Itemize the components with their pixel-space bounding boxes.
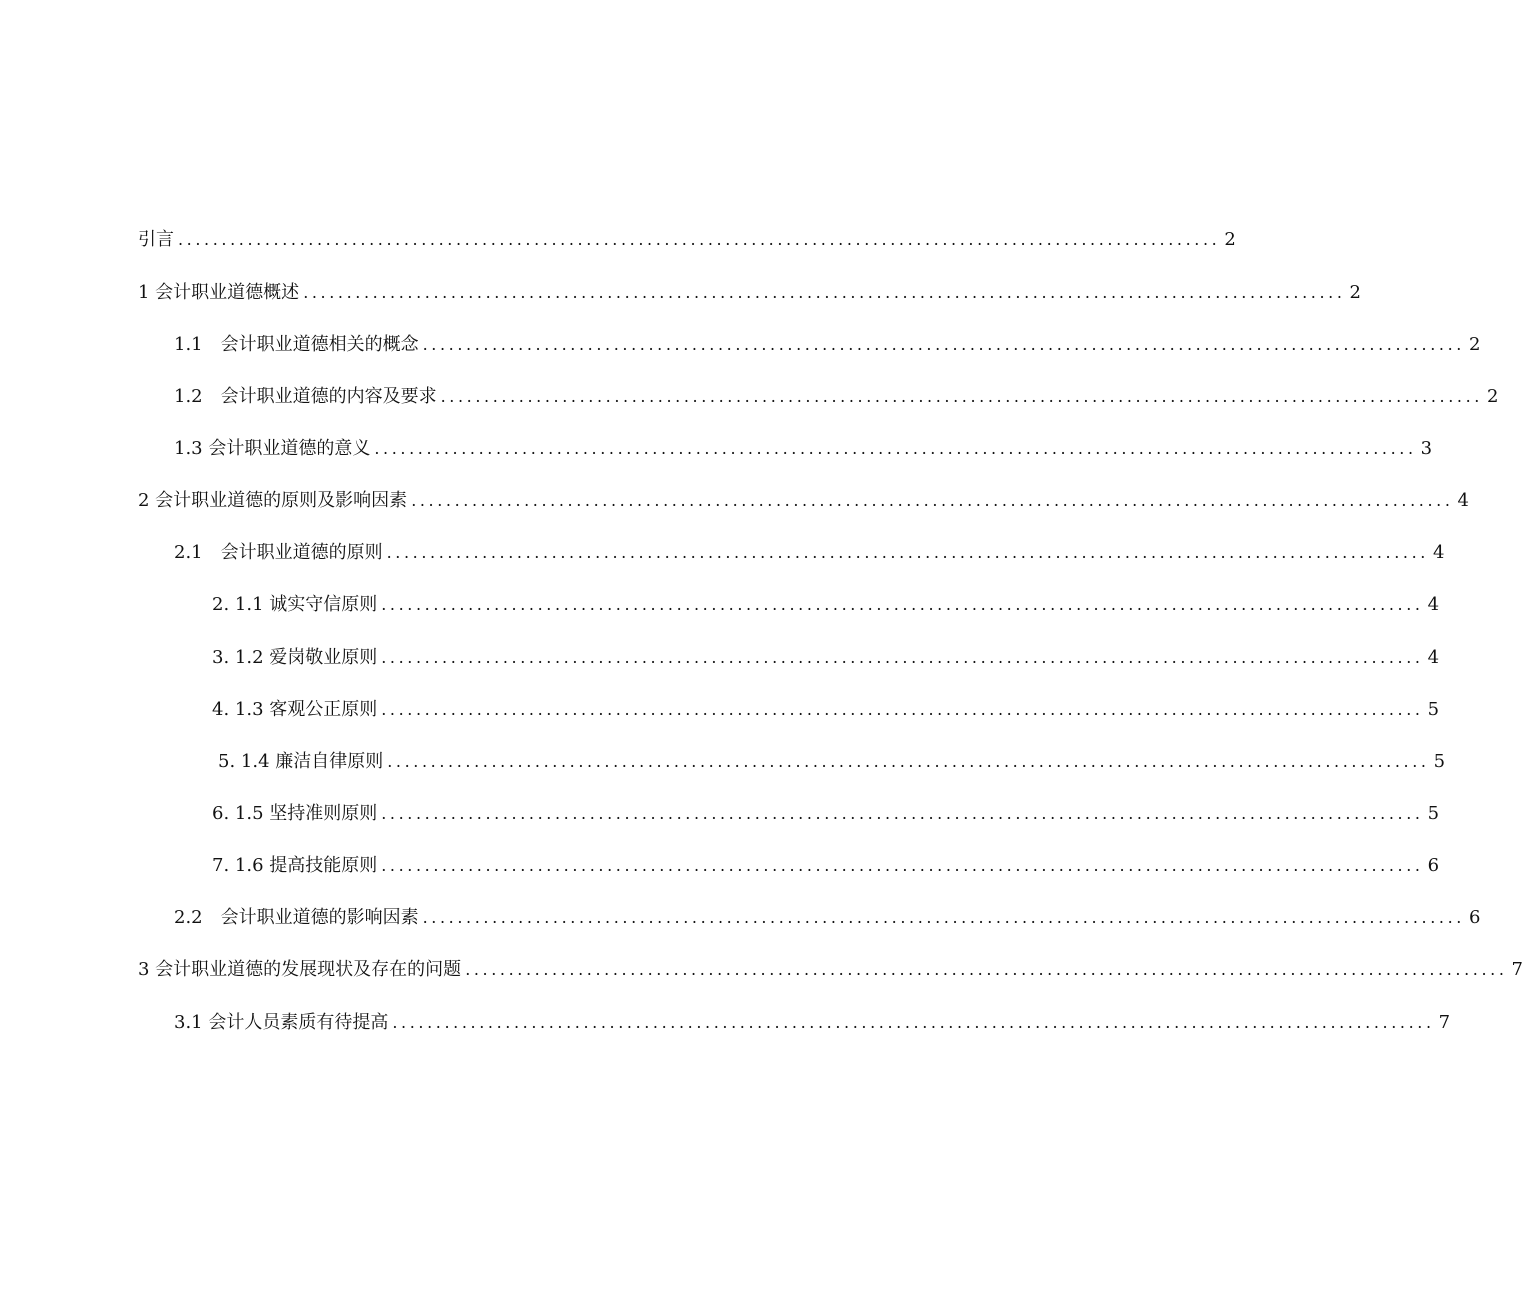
toc-entry-page: 2 <box>1349 282 1361 303</box>
toc-entry-2-2[interactable] <box>174 905 1481 931</box>
toc-entry-2-1-6[interactable] <box>212 853 1440 879</box>
toc-entry-1-3[interactable] <box>174 436 1433 462</box>
toc-entry-page: 5 <box>1427 803 1440 824</box>
toc-entry-title: 3 会计职业道德的发展现状及存在的问题 <box>138 959 462 980</box>
toc-entry-1-2[interactable] <box>174 384 1499 410</box>
toc-entry-page: 6 <box>1427 855 1440 876</box>
toc-entry-page: 5 <box>1433 751 1446 772</box>
toc-entry-page: 5 <box>1427 699 1440 720</box>
toc-entry-1[interactable] <box>138 280 1361 306</box>
toc-entry-1-1[interactable] <box>174 332 1481 358</box>
toc-entry-title: 2 会计职业道德的原则及影响因素 <box>138 490 408 511</box>
toc-entry-page: 6 <box>1468 907 1481 928</box>
toc-entry-2-1-4[interactable] <box>218 749 1446 775</box>
toc-entry-2-1-2[interactable] <box>212 645 1440 671</box>
toc-entry-title: 1 会计职业道德概述 <box>138 282 300 303</box>
toc-entry-title: 3. 1.2 爱岗敬业原则 <box>212 647 378 668</box>
toc-entry-page: 7 <box>1438 1012 1451 1033</box>
toc-entry-title: 6. 1.5 坚持准则原则 <box>212 803 378 824</box>
toc-leader-dots: ........................................................................................................................ <box>465 960 1508 979</box>
toc-leader-dots: ........................................................................................................................ <box>422 335 1465 354</box>
toc-leader-dots: ........................................................................................................................ <box>381 804 1424 823</box>
toc-leader-dots: ........................................................................................................................ <box>381 648 1424 667</box>
toc-leader-dots: ........................................................................................................................ <box>381 700 1424 719</box>
toc-leader-dots: ........................................................................................................................ <box>178 230 1221 249</box>
toc-entry-page: 2 <box>1224 229 1236 250</box>
toc-entry-title: 引言 <box>138 229 174 250</box>
toc-entry-title: 4. 1.3 客观公正原则 <box>212 699 378 720</box>
toc-entry-page: 4 <box>1427 647 1440 668</box>
toc-entry-3[interactable] <box>138 957 1523 983</box>
toc-entry-title: 2.2 会计职业道德的影响因素 <box>174 907 419 928</box>
toc-entry-page: 3 <box>1420 438 1433 459</box>
toc-leader-dots: ........................................................................................................................ <box>392 1013 1435 1032</box>
toc-entry-title: 1.3 会计职业道德的意义 <box>174 438 371 459</box>
toc-entry-2-1-5[interactable] <box>212 801 1440 827</box>
toc-entry-3-1[interactable] <box>174 1010 1451 1036</box>
toc-entry-page: 7 <box>1511 959 1523 980</box>
toc-leader-dots: ........................................................................................................................ <box>303 283 1346 302</box>
toc-leader-dots: ........................................................................................................................ <box>386 543 1429 562</box>
toc-leader-dots: ........................................................................................................................ <box>411 491 1454 510</box>
toc-entry-2-1-1[interactable] <box>212 592 1440 618</box>
toc-leader-dots: ........................................................................................................................ <box>374 439 1417 458</box>
toc-entry-title: 3.1 会计人员素质有待提高 <box>174 1012 389 1033</box>
toc-leader-dots: ........................................................................................................................ <box>381 595 1424 614</box>
toc-entry-title: 1.1 会计职业道德相关的概念 <box>174 334 419 355</box>
toc-entry-2-1[interactable] <box>174 540 1445 566</box>
toc-entry-title: 7. 1.6 提高技能原则 <box>212 855 378 876</box>
toc-entry-title: 1.2 会计职业道德的内容及要求 <box>174 386 437 407</box>
toc-entry-page: 4 <box>1432 542 1445 563</box>
toc-leader-dots: ........................................................................................................................ <box>422 908 1465 927</box>
toc-entry-title: 2.1 会计职业道德的原则 <box>174 542 383 563</box>
toc-entry-page: 2 <box>1486 386 1499 407</box>
toc-entry-2[interactable] <box>138 488 1469 514</box>
toc-entry-page: 4 <box>1457 490 1469 511</box>
toc-entry-2-1-3[interactable] <box>212 697 1440 723</box>
toc-entry-page: 4 <box>1427 594 1440 615</box>
toc-leader-dots: ........................................................................................................................ <box>387 752 1430 771</box>
toc-leader-dots: ........................................................................................................................ <box>440 387 1483 406</box>
toc-entry-intro[interactable] <box>138 227 1236 253</box>
toc-leader-dots: ........................................................................................................................ <box>381 856 1424 875</box>
toc-entry-page: 2 <box>1468 334 1481 355</box>
toc-entry-title: 2. 1.1 诚实守信原则 <box>212 594 378 615</box>
toc-entry-title: 5. 1.4 廉洁自律原则 <box>218 751 384 772</box>
